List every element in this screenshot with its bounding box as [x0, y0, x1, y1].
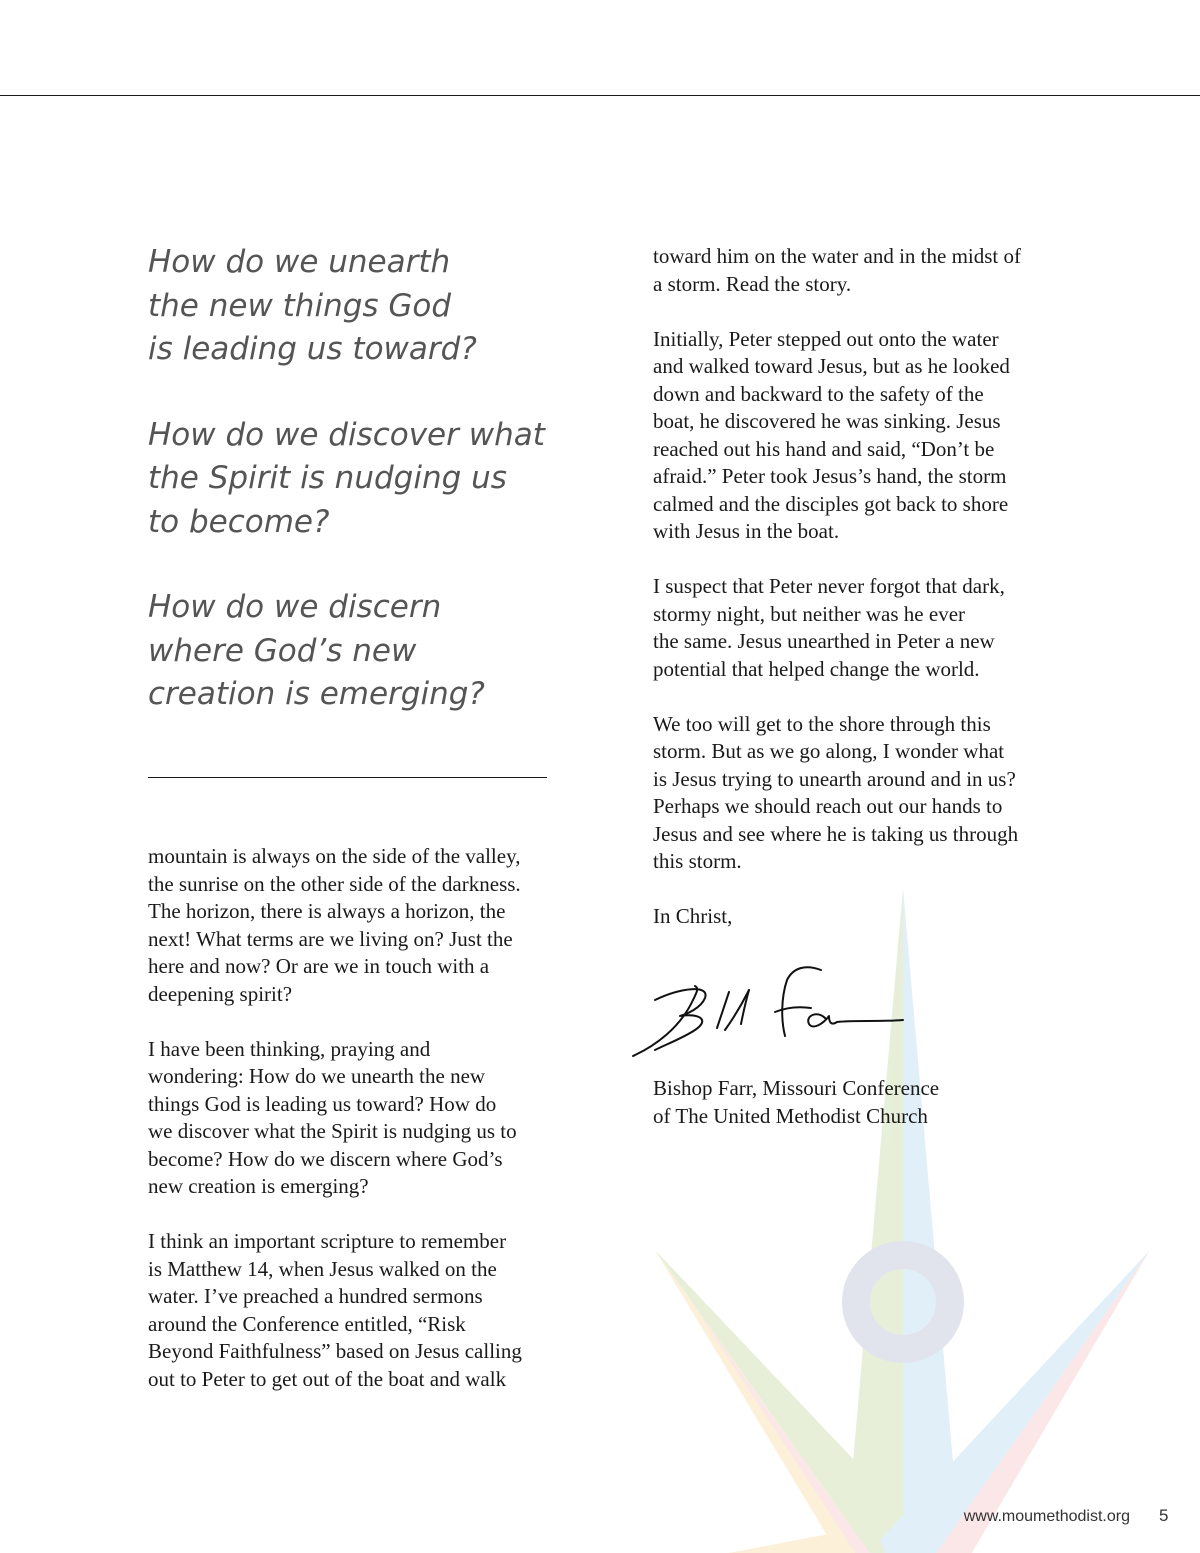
closing-salutation: In Christ, — [653, 904, 733, 928]
section-divider — [148, 777, 547, 778]
body-paragraph: mountain is always on the side of the valley, the sunrise on the other side of the darkness. The horizon, there is always a horizon, the next! What terms are we living on? Just the here and now? Or are we in touch with a deepening spirit? — [148, 844, 521, 1006]
signature-block — [653, 1075, 1073, 1158]
right-column — [653, 243, 1063, 958]
body-paragraph: I have been thinking, praying and wondering: How do we unearth the new things God is leading us toward? How do we discover what the Spirit is nudging us to become? How do we discern where God’s new creation is emerging? — [148, 1036, 517, 1198]
pull-quotes — [148, 241, 568, 759]
left-column — [148, 843, 558, 1421]
handwritten-signature — [625, 958, 910, 1068]
body-paragraph: I think an important scripture to remember is Matthew 14, when Jesus walked on the water. I’ve preached a hundred sermons around the Conference entitled, “Risk Beyond Faithfulness” based on Jesus calling out to Peter to get out of the boat and walk — [148, 1229, 522, 1391]
body-paragraph: toward him on the water and in the midst of a storm. Read the story. — [653, 244, 1022, 296]
pull-quote: How do we discern where God’s new creation is emerging? — [148, 589, 485, 712]
body-paragraph: I suspect that Peter never forgot that dark, stormy night, but neither was he ever the same. Jesus unearthed in Peter a new potential that helped change the world. — [653, 574, 1005, 681]
footer-url: www.moumethodist.org — [963, 1508, 1130, 1525]
pull-quote: How do we discover what the Spirit is nudging us to become? — [148, 416, 545, 540]
signatory-name: Bishop Farr, Missouri Conference of The United Methodist Church — [653, 1076, 940, 1128]
body-paragraph: Initially, Peter stepped out onto the water and walked toward Jesus, but as he looked down and backward to the safety of the boat, he discovered he was sinking. Jesus reached out his hand and said, “Don’t be afraid.” Peter took Jesus’s hand, the storm calmed and the disciples got back to shore with Jesus in the boat. — [653, 326, 1010, 543]
pull-quote: How do we unearth the new things God is leading us toward? — [148, 244, 477, 367]
body-paragraph: We too will get to the shore through this storm. But as we go along, I wonder what is Jesus trying to unearth around and in us? Perhaps we should reach out our hands to Jesus and see where he is taking us through this storm. — [653, 711, 1019, 873]
page-number: 5 — [1159, 1506, 1169, 1525]
